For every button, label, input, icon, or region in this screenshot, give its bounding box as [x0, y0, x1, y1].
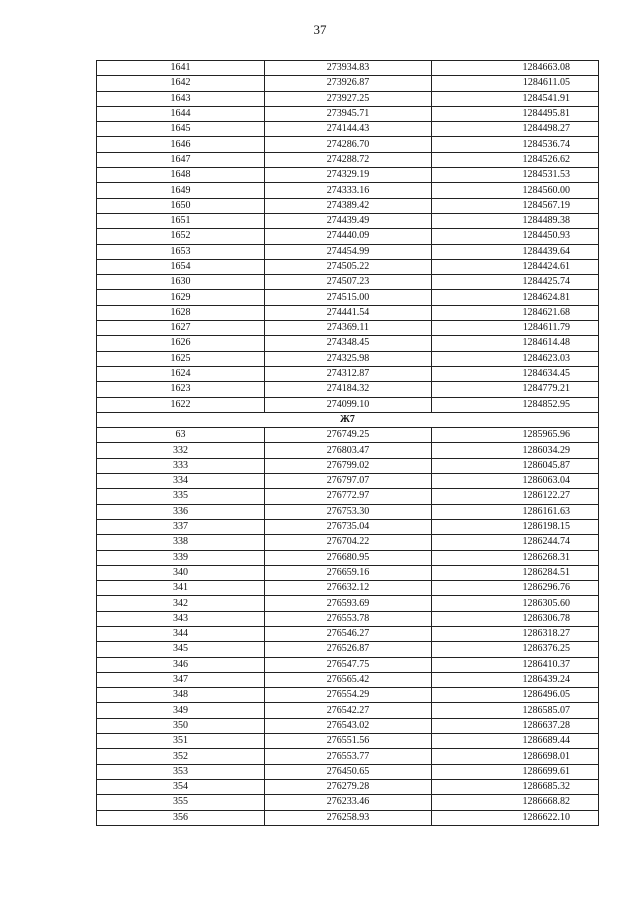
table-row [97, 443, 599, 458]
point-number-cell: 1628 [97, 305, 265, 320]
x-coordinate-cell: 274099.10 [265, 397, 432, 412]
y-coordinate-cell: 1286063.04 [432, 474, 599, 489]
point-number-cell: 1653 [97, 244, 265, 259]
point-number-cell: 344 [97, 626, 265, 641]
table-row [97, 397, 599, 412]
x-coordinate-cell: 276546.27 [265, 626, 432, 641]
point-number-cell: 339 [97, 550, 265, 565]
point-number-cell: 342 [97, 596, 265, 611]
y-coordinate-cell: 1284526.62 [432, 152, 599, 167]
table-row [97, 611, 599, 626]
table-row [97, 198, 599, 213]
y-coordinate-cell: 1286268.31 [432, 550, 599, 565]
x-coordinate-cell: 276704.22 [265, 535, 432, 550]
table-row [97, 489, 599, 504]
x-coordinate-cell: 276753.30 [265, 504, 432, 519]
x-coordinate-cell: 274184.32 [265, 382, 432, 397]
point-number-cell: 337 [97, 519, 265, 534]
y-coordinate-cell: 1286585.07 [432, 703, 599, 718]
table-row [97, 734, 599, 749]
table-row [97, 565, 599, 580]
table-row [97, 519, 599, 534]
table-row [97, 810, 599, 825]
y-coordinate-cell: 1284425.74 [432, 275, 599, 290]
point-number-cell: 341 [97, 581, 265, 596]
table-row [97, 305, 599, 320]
point-number-cell: 1647 [97, 152, 265, 167]
point-number-cell: 63 [97, 428, 265, 443]
x-coordinate-cell: 274144.43 [265, 122, 432, 137]
table-row [97, 550, 599, 565]
x-coordinate-cell: 276542.27 [265, 703, 432, 718]
y-coordinate-cell: 1286410.37 [432, 657, 599, 672]
y-coordinate-cell: 1284489.38 [432, 213, 599, 228]
table-row [97, 596, 599, 611]
point-number-cell: 338 [97, 535, 265, 550]
table-row [97, 504, 599, 519]
point-number-cell: 334 [97, 474, 265, 489]
coordinates-table [96, 60, 599, 826]
table-row [97, 642, 599, 657]
y-coordinate-cell: 1284531.53 [432, 168, 599, 183]
table-row [97, 259, 599, 274]
table-row [97, 764, 599, 779]
section-label: Ж7 [97, 412, 599, 427]
table-row [97, 321, 599, 336]
x-coordinate-cell: 276553.77 [265, 749, 432, 764]
y-coordinate-cell: 1286161.63 [432, 504, 599, 519]
x-coordinate-cell: 274515.00 [265, 290, 432, 305]
point-number-cell: 1630 [97, 275, 265, 290]
x-coordinate-cell: 276749.25 [265, 428, 432, 443]
x-coordinate-cell: 274369.11 [265, 321, 432, 336]
x-coordinate-cell: 276554.29 [265, 688, 432, 703]
x-coordinate-cell: 276799.02 [265, 458, 432, 473]
point-number-cell: 347 [97, 672, 265, 687]
y-coordinate-cell: 1286699.61 [432, 764, 599, 779]
x-coordinate-cell: 276543.02 [265, 718, 432, 733]
table-row [97, 703, 599, 718]
table-row [97, 718, 599, 733]
y-coordinate-cell: 1286244.74 [432, 535, 599, 550]
y-coordinate-cell: 1286496.05 [432, 688, 599, 703]
x-coordinate-cell: 276797.07 [265, 474, 432, 489]
point-number-cell: 1650 [97, 198, 265, 213]
y-coordinate-cell: 1284621.68 [432, 305, 599, 320]
x-coordinate-cell: 276450.65 [265, 764, 432, 779]
table-row [97, 244, 599, 259]
x-coordinate-cell: 274329.19 [265, 168, 432, 183]
x-coordinate-cell: 276258.93 [265, 810, 432, 825]
point-number-cell: 1625 [97, 351, 265, 366]
y-coordinate-cell: 1286685.32 [432, 779, 599, 794]
point-number-cell: 343 [97, 611, 265, 626]
point-number-cell: 1626 [97, 336, 265, 351]
x-coordinate-cell: 276547.75 [265, 657, 432, 672]
y-coordinate-cell: 1286198.15 [432, 519, 599, 534]
x-coordinate-cell: 274439.49 [265, 213, 432, 228]
y-coordinate-cell: 1284634.45 [432, 366, 599, 381]
x-coordinate-cell: 276526.87 [265, 642, 432, 657]
point-number-cell: 1627 [97, 321, 265, 336]
point-number-cell: 1624 [97, 366, 265, 381]
x-coordinate-cell: 276565.42 [265, 672, 432, 687]
table-row [97, 91, 599, 106]
table-row [97, 795, 599, 810]
y-coordinate-cell: 1284663.08 [432, 61, 599, 76]
point-number-cell: 1648 [97, 168, 265, 183]
x-coordinate-cell: 274312.87 [265, 366, 432, 381]
y-coordinate-cell: 1284611.05 [432, 76, 599, 91]
table-row [97, 474, 599, 489]
y-coordinate-cell: 1284536.74 [432, 137, 599, 152]
x-coordinate-cell: 276680.95 [265, 550, 432, 565]
table-body-top [97, 61, 599, 413]
x-coordinate-cell: 276735.04 [265, 519, 432, 534]
table-row [97, 657, 599, 672]
y-coordinate-cell: 1286689.44 [432, 734, 599, 749]
y-coordinate-cell: 1286318.27 [432, 626, 599, 641]
point-number-cell: 354 [97, 779, 265, 794]
point-number-cell: 1629 [97, 290, 265, 305]
x-coordinate-cell: 273945.71 [265, 106, 432, 121]
point-number-cell: 1654 [97, 259, 265, 274]
y-coordinate-cell: 1284541.91 [432, 91, 599, 106]
y-coordinate-cell: 1286045.87 [432, 458, 599, 473]
x-coordinate-cell: 273927.25 [265, 91, 432, 106]
x-coordinate-cell: 274505.22 [265, 259, 432, 274]
x-coordinate-cell: 274389.42 [265, 198, 432, 213]
point-number-cell: 1643 [97, 91, 265, 106]
x-coordinate-cell: 274348.45 [265, 336, 432, 351]
point-number-cell: 335 [97, 489, 265, 504]
table-row [97, 626, 599, 641]
x-coordinate-cell: 274441.54 [265, 305, 432, 320]
point-number-cell: 332 [97, 443, 265, 458]
y-coordinate-cell: 1284450.93 [432, 229, 599, 244]
table-row [97, 672, 599, 687]
y-coordinate-cell: 1284560.00 [432, 183, 599, 198]
y-coordinate-cell: 1286122.27 [432, 489, 599, 504]
point-number-cell: 1651 [97, 213, 265, 228]
table-row [97, 229, 599, 244]
point-number-cell: 333 [97, 458, 265, 473]
table-row [97, 458, 599, 473]
page-number: 37 [313, 22, 327, 37]
point-number-cell: 345 [97, 642, 265, 657]
x-coordinate-cell: 276593.69 [265, 596, 432, 611]
y-coordinate-cell: 1284624.81 [432, 290, 599, 305]
x-coordinate-cell: 276233.46 [265, 795, 432, 810]
x-coordinate-cell: 276553.78 [265, 611, 432, 626]
table-row [97, 336, 599, 351]
y-coordinate-cell: 1284567.19 [432, 198, 599, 213]
table-row [97, 76, 599, 91]
table-row [97, 351, 599, 366]
section-header-group [97, 412, 599, 427]
point-number-cell: 1641 [97, 61, 265, 76]
y-coordinate-cell: 1286376.25 [432, 642, 599, 657]
x-coordinate-cell: 274440.09 [265, 229, 432, 244]
y-coordinate-cell: 1284623.03 [432, 351, 599, 366]
table-row [97, 749, 599, 764]
y-coordinate-cell: 1286305.60 [432, 596, 599, 611]
x-coordinate-cell: 274507.23 [265, 275, 432, 290]
point-number-cell: 1644 [97, 106, 265, 121]
table-row [97, 137, 599, 152]
y-coordinate-cell: 1286306.78 [432, 611, 599, 626]
x-coordinate-cell: 274454.99 [265, 244, 432, 259]
x-coordinate-cell: 274325.98 [265, 351, 432, 366]
y-coordinate-cell: 1286637.28 [432, 718, 599, 733]
x-coordinate-cell: 276659.16 [265, 565, 432, 580]
point-number-cell: 349 [97, 703, 265, 718]
point-number-cell: 340 [97, 565, 265, 580]
y-coordinate-cell: 1286034.29 [432, 443, 599, 458]
point-number-cell: 1623 [97, 382, 265, 397]
x-coordinate-cell: 276772.97 [265, 489, 432, 504]
x-coordinate-cell: 276279.28 [265, 779, 432, 794]
y-coordinate-cell: 1286296.76 [432, 581, 599, 596]
y-coordinate-cell: 1286622.10 [432, 810, 599, 825]
table-row [97, 122, 599, 137]
table-row [97, 688, 599, 703]
table-row [97, 581, 599, 596]
y-coordinate-cell: 1284852.95 [432, 397, 599, 412]
point-number-cell: 350 [97, 718, 265, 733]
point-number-cell: 356 [97, 810, 265, 825]
y-coordinate-cell: 1284611.79 [432, 321, 599, 336]
y-coordinate-cell: 1284495.81 [432, 106, 599, 121]
table-row [97, 535, 599, 550]
x-coordinate-cell: 276803.47 [265, 443, 432, 458]
point-number-cell: 1645 [97, 122, 265, 137]
point-number-cell: 1642 [97, 76, 265, 91]
y-coordinate-cell: 1286698.01 [432, 749, 599, 764]
table-body-bottom [97, 428, 599, 826]
table-row [97, 61, 599, 76]
y-coordinate-cell: 1284498.27 [432, 122, 599, 137]
x-coordinate-cell: 273934.83 [265, 61, 432, 76]
table-row [97, 366, 599, 381]
x-coordinate-cell: 274288.72 [265, 152, 432, 167]
point-number-cell: 1649 [97, 183, 265, 198]
table-row [97, 428, 599, 443]
y-coordinate-cell: 1284779.21 [432, 382, 599, 397]
table-row [97, 106, 599, 121]
table-row [97, 290, 599, 305]
table-row [97, 382, 599, 397]
point-number-cell: 336 [97, 504, 265, 519]
point-number-cell: 346 [97, 657, 265, 672]
y-coordinate-cell: 1286284.51 [432, 565, 599, 580]
x-coordinate-cell: 276551.56 [265, 734, 432, 749]
table-row [97, 152, 599, 167]
x-coordinate-cell: 274333.16 [265, 183, 432, 198]
point-number-cell: 348 [97, 688, 265, 703]
y-coordinate-cell: 1284439.64 [432, 244, 599, 259]
point-number-cell: 353 [97, 764, 265, 779]
table-row [97, 183, 599, 198]
table-row [97, 779, 599, 794]
point-number-cell: 352 [97, 749, 265, 764]
point-number-cell: 1622 [97, 397, 265, 412]
table-row [97, 168, 599, 183]
point-number-cell: 355 [97, 795, 265, 810]
x-coordinate-cell: 274286.70 [265, 137, 432, 152]
point-number-cell: 351 [97, 734, 265, 749]
y-coordinate-cell: 1285965.96 [432, 428, 599, 443]
y-coordinate-cell: 1286439.24 [432, 672, 599, 687]
y-coordinate-cell: 1284614.48 [432, 336, 599, 351]
section-header-row [97, 412, 599, 427]
point-number-cell: 1652 [97, 229, 265, 244]
point-number-cell: 1646 [97, 137, 265, 152]
x-coordinate-cell: 273926.87 [265, 76, 432, 91]
table-row [97, 213, 599, 228]
y-coordinate-cell: 1284424.61 [432, 259, 599, 274]
table-row [97, 275, 599, 290]
y-coordinate-cell: 1286668.82 [432, 795, 599, 810]
x-coordinate-cell: 276632.12 [265, 581, 432, 596]
